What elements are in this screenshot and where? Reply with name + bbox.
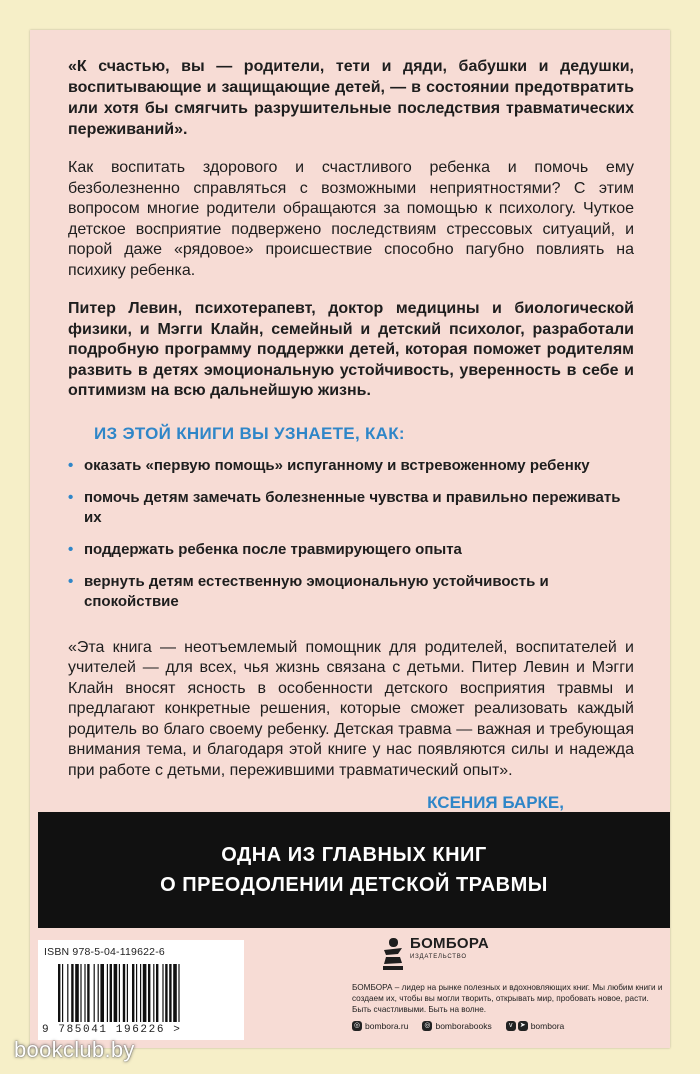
barcode-bars — [58, 964, 228, 1022]
instagram-icon: ◎ — [424, 1022, 431, 1029]
social-handle: bombora.ru — [365, 1021, 409, 1031]
bullet-icon: • — [68, 572, 74, 590]
publisher-subtitle: ИЗДАТЕЛЬСТВО — [410, 954, 467, 960]
learn-item-text: помочь детям замечать болезненные чувства и правильно переживать их — [84, 488, 621, 526]
review-author: КСЕНИЯ БАРКЕ, — [427, 793, 564, 812]
publisher-description: БОМБОРА – лидер на рынке полезных и вдохновляющих книг. Мы любим книги и создаем их, чтобы вы могли творить, открывать мир, пробовать новое, расти. Быть счастливыми. Быть на волне. — [352, 983, 663, 1014]
instagram-icon: ◎ — [353, 1022, 361, 1029]
tagline-banner — [38, 812, 670, 928]
social-link[interactable] — [352, 1021, 408, 1031]
banner-line-1: ОДНА ИЗ ГЛАВНЫХ КНИГ — [221, 844, 487, 866]
publisher-logo-icon — [380, 936, 406, 972]
learn-item — [68, 572, 634, 612]
review-quote: «Эта книга — неотъемлемый помощник для родителей, воспитателей и учителей — для всех, чья жизнь связана с детьми. Питер Левин и Мэгги Клайн вносят ясность в особенности детского восприятия травмы и предлагают конкретные решения, которые сможет реализовать каждый родитель во благо своему ребенку. Детская травма — важная и требующая внимания тема, и благодаря этой книге у нас появляются силы и надежда при работе с детьми, пережившими травматический опыт». — [68, 638, 634, 779]
learn-item — [68, 488, 634, 528]
bullet-icon: • — [68, 488, 74, 506]
social-handle: bombora — [530, 1021, 565, 1031]
learn-list — [68, 456, 634, 612]
learn-item — [68, 540, 634, 560]
social-handle: bomborabooks — [435, 1021, 492, 1031]
publisher-logo — [380, 936, 664, 972]
learn-item-text: поддержать ребенка после травмирующего опыта — [84, 540, 462, 558]
telegram-icon: ➤ — [518, 1021, 528, 1031]
social-link[interactable] — [422, 1021, 491, 1031]
intro-paragraph: Как воспитать здорового и счастливого ребенка и помочь ему безболезненно справляться с возможными неприятностями? С этим вопросом многие родители обращаются за помощью к психологу. Чуткое детское восприятие подвержено последствиям стрессовых ситуаций, и порой даже «рядовое» происшествие способно пагубно повлиять на психику ребенка. — [68, 159, 634, 279]
authors-paragraph: Питер Левин, психотерапевт, доктор медицины и биологической физики, и Мэгги Клайн, семейный и детский психолог, разработали подробную программу поддержки детей, которая поможет родителям развить в детях эмоциональную устойчивость, уверенность в себе и оптимизм на всю дальнейшую жизнь. — [68, 300, 634, 399]
barcode-digits: 9 785041 196226 > — [42, 1024, 182, 1036]
barcode — [38, 940, 244, 1040]
lead-quote: «К счастью, вы — родители, тети и дяди, бабушки и дедушки, воспитывающие и защищающие детей, — в состоянии предотвратить или хотя бы смягчить разрушительные последствия травматических переживаний». — [68, 58, 634, 138]
vk-icon: v — [506, 1021, 516, 1031]
social-link[interactable] — [506, 1021, 565, 1031]
site-watermark: bookclub.by — [14, 1037, 135, 1062]
learn-item-text: вернуть детям естественную эмоциональную устойчивость и спокойствие — [84, 572, 549, 610]
publisher-name: БОМБОРА — [410, 935, 490, 952]
learn-item-text: оказать «первую помощь» испуганному и встревоженному ребенку — [84, 456, 590, 474]
social-links — [352, 1021, 664, 1031]
isbn-text: ISBN 978-5-04-119622-6 — [44, 946, 165, 958]
bullet-icon: • — [68, 456, 74, 474]
book-back-cover — [30, 30, 670, 1048]
cover-text — [68, 56, 634, 837]
publisher-block — [352, 936, 664, 1031]
bullet-icon: • — [68, 540, 74, 558]
banner-line-2: О ПРЕОДОЛЕНИИ ДЕТСКОЙ ТРАВМЫ — [160, 874, 548, 896]
learn-item — [68, 456, 634, 476]
learn-heading: ИЗ ЭТОЙ КНИГИ ВЫ УЗНАЕТЕ, КАК: — [94, 423, 405, 443]
